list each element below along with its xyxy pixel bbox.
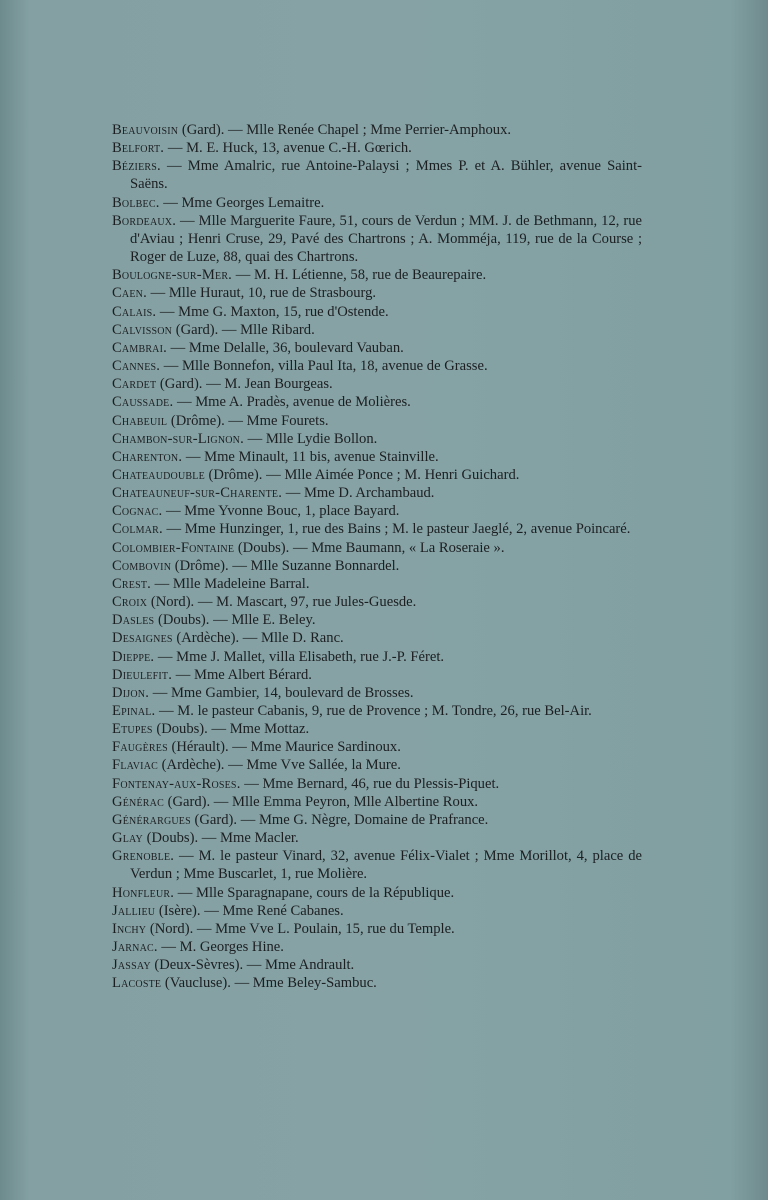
entry-details: — Mme Hunzinger, 1, rue des Bains ; M. le pasteur Jaeglé, 2, avenue Poincaré. — [162, 521, 631, 538]
list-entry — [112, 593, 642, 611]
place-name: Croix — [112, 594, 148, 611]
place-name: Caussade. — [112, 394, 174, 411]
list-entry — [112, 756, 642, 774]
entry-details: — Mlle Lydie Bollon. — [243, 430, 378, 447]
entry-details: (Drôme). — Mme Fourets. — [167, 412, 329, 429]
place-name: Jassay — [112, 957, 151, 974]
entry-details: — M. H. Létienne, 58, rue de Beaurepaire. — [232, 267, 487, 284]
list-entry — [112, 829, 642, 847]
list-entry — [112, 466, 642, 484]
entry-details: (Nord). — M. Mascart, 97, rue Jules-Guesde. — [147, 594, 417, 611]
place-name: Crest. — [112, 575, 152, 592]
list-entry — [112, 375, 642, 393]
entry-details: — M. E. Huck, 13, avenue C.-H. Gœrich. — [164, 140, 412, 157]
entry-details: — Mme Delalle, 36, boulevard Vauban. — [167, 339, 404, 356]
place-name: Charenton. — [112, 448, 183, 465]
entry-details: (Gard). — Mlle Renée Chapel ; Mme Perrier-Amphoux. — [178, 122, 512, 138]
place-name: Glay — [112, 830, 143, 847]
place-name: Colmar. — [112, 521, 163, 538]
place-name: Dijon. — [112, 684, 150, 701]
list-entry — [112, 157, 642, 193]
place-name: Générargues — [112, 811, 191, 828]
entry-details: (Gard). — Mme G. Nègre, Domaine de Prafrance. — [190, 811, 489, 828]
entry-details: (Nord). — Mme Vve L. Poulain, 15, rue du Temple. — [146, 920, 455, 937]
list-entry — [112, 974, 642, 992]
place-name: Dasles — [112, 612, 155, 629]
list-entry — [112, 303, 642, 321]
entry-details: (Drôme). — Mlle Suzanne Bonnardel. — [171, 557, 400, 574]
place-name: Dieulefit. — [112, 666, 173, 683]
place-name: Grenoble. — [112, 848, 175, 865]
entry-details: — Mme Georges Lemaitre. — [159, 194, 325, 211]
list-entry — [112, 448, 642, 466]
entry-details: — Mme G. Maxton, 15, rue d'Ostende. — [156, 303, 389, 320]
entry-details: — Mme Gambier, 14, boulevard de Brosses. — [149, 684, 414, 701]
place-name: Chabeuil — [112, 412, 168, 429]
entry-details: — Mme Amalric, rue Antoine-Palaysi ; Mmes P. et A. Bühler, avenue Saint-Saëns. — [130, 158, 642, 193]
list-entry — [112, 666, 642, 684]
place-name: Boulogne-sur-Mer. — [112, 267, 233, 284]
entry-details: — Mme Minault, 11 bis, avenue Stainville. — [182, 448, 439, 465]
entry-details: — Mlle Marguerite Faure, 51, cours de Verdun ; MM. J. de Bethmann, 12, rue d'Aviau ; Henri Cruse, 29, Pavé des Chartrons ; A. Momméja, 119, rue de la Course ; Roger de Luze, 88, quai des Chartrons. — [130, 212, 642, 266]
entry-details: — Mme Albert Bérard. — [172, 666, 312, 683]
list-entry — [112, 611, 642, 629]
list-entry — [112, 738, 642, 756]
place-name: Calvisson — [112, 321, 173, 338]
entry-details: — Mlle Bonnefon, villa Paul Ita, 18, avenue de Grasse. — [160, 358, 488, 375]
entry-details: (Vaucluse). — Mme Beley-Sambuc. — [161, 975, 377, 992]
entry-details: (Isère). — Mme René Cabanes. — [155, 902, 344, 919]
place-name: Bolbec. — [112, 194, 160, 211]
entry-details: (Ardèche). — Mlle D. Ranc. — [172, 630, 344, 647]
list-entry — [112, 539, 642, 557]
entry-details: — M. Georges Hine. — [157, 939, 284, 956]
place-name: Cardet — [112, 376, 157, 393]
entry-details: — Mlle Madeleine Barral. — [151, 575, 310, 592]
entry-details: (Gard). — Mlle Emma Peyron, Mlle Albertine Roux. — [163, 793, 479, 810]
entry-details: — M. le pasteur Cabanis, 9, rue de Provence ; M. Tondre, 26, rue Bel-Air. — [155, 703, 592, 719]
list-entry — [112, 902, 642, 920]
list-entry — [112, 702, 642, 720]
entry-details: — Mlle Huraut, 10, rue de Strasbourg. — [146, 285, 377, 302]
list-entry — [112, 684, 642, 702]
list-entry — [112, 575, 642, 593]
place-name: Générac — [112, 793, 164, 810]
place-name: Caen. — [112, 285, 147, 302]
list-entry — [112, 284, 642, 302]
list-entry — [112, 775, 642, 793]
list-entry — [112, 520, 642, 538]
list-entry — [112, 194, 642, 212]
entry-details: (Gard). — Mlle Ribard. — [172, 321, 315, 338]
place-name: Combovin — [112, 557, 172, 574]
place-name: Faugères — [112, 739, 168, 756]
entry-details: (Ardèche). — Mme Vve Sallée, la Mure. — [158, 757, 401, 774]
place-name: Belfort. — [112, 140, 165, 157]
list-entry — [112, 793, 642, 811]
entry-details: (Doubs). — Mme Macler. — [142, 830, 299, 847]
place-name: Jallieu — [112, 902, 156, 919]
entry-details: — M. le pasteur Vinard, 32, avenue Félix-Vialet ; Mme Morillot, 4, place de Verdun ; Mme Buscarlet, 1, rue Molière. — [130, 848, 642, 883]
entry-details: — Mme J. Mallet, villa Elisabeth, rue J.-P. Féret. — [154, 648, 445, 665]
place-name: Dieppe. — [112, 648, 155, 665]
place-name: Beauvoisin — [112, 122, 179, 138]
list-entry — [112, 557, 642, 575]
place-name: Honfleur. — [112, 884, 175, 901]
list-entry — [112, 847, 642, 883]
list-entry — [112, 121, 642, 139]
list-entry — [112, 811, 642, 829]
entry-details: (Deux-Sèvres). — Mme Andrault. — [150, 957, 355, 974]
entry-details: — Mme Bernard, 46, rue du Plessis-Piquet. — [240, 775, 500, 792]
place-name: Bordeaux. — [112, 212, 177, 229]
list-entry — [112, 357, 642, 375]
place-name: Inchy — [112, 920, 147, 937]
place-name: Chateaudouble — [112, 466, 205, 483]
entry-details: (Doubs). — Mme Mottaz. — [152, 721, 310, 738]
entry-details: (Gard). — M. Jean Bourgeas. — [156, 376, 333, 393]
place-name: Fontenay-aux-Roses. — [112, 775, 241, 792]
list-entry — [112, 956, 642, 974]
place-name: Chambon-sur-Lignon. — [112, 430, 244, 447]
list-entry — [112, 920, 642, 938]
list-entry — [112, 484, 642, 502]
list-entry — [112, 321, 642, 339]
entry-details: (Doubs). — Mlle E. Beley. — [154, 612, 316, 629]
entry-details: (Doubs). — Mme Baumann, « La Roseraie ». — [234, 539, 505, 556]
list-entry — [112, 139, 642, 157]
place-name: Etupes — [112, 721, 153, 738]
place-name: Cognac. — [112, 503, 163, 520]
list-entry — [112, 212, 642, 266]
list-entry — [112, 648, 642, 666]
list-entry — [112, 430, 642, 448]
place-name: Cambrai. — [112, 339, 167, 356]
entry-details: (Drôme). — Mlle Aimée Ponce ; M. Henri Guichard. — [204, 466, 520, 483]
place-name: Colombier-Fontaine — [112, 539, 235, 556]
place-name: Lacoste — [112, 975, 162, 992]
address-list — [112, 121, 642, 993]
list-entry — [112, 502, 642, 520]
list-entry — [112, 393, 642, 411]
entry-details: — Mme D. Archambaud. — [282, 485, 435, 502]
list-entry — [112, 266, 642, 284]
place-name: Béziers. — [112, 158, 161, 175]
entry-details: (Hérault). — Mme Maurice Sardinoux. — [167, 739, 401, 756]
list-entry — [112, 720, 642, 738]
place-name: Flaviac — [112, 757, 159, 774]
list-entry — [112, 412, 642, 430]
place-name: Desaignes — [112, 630, 173, 647]
place-name: Calais. — [112, 303, 157, 320]
list-entry — [112, 884, 642, 902]
entry-details: — Mme A. Pradès, avenue de Molières. — [173, 394, 411, 411]
entry-details: — Mme Yvonne Bouc, 1, place Bayard. — [162, 503, 400, 520]
list-entry — [112, 938, 642, 956]
entry-details: — Mlle Sparagnapane, cours de la République. — [174, 884, 455, 901]
place-name: Cannes. — [112, 358, 161, 375]
place-name: Epinal. — [112, 703, 156, 719]
place-name: Jarnac. — [112, 939, 158, 956]
list-entry — [112, 339, 642, 357]
place-name: Chateauneuf-sur-Charente. — [112, 485, 283, 502]
list-entry — [112, 629, 642, 647]
